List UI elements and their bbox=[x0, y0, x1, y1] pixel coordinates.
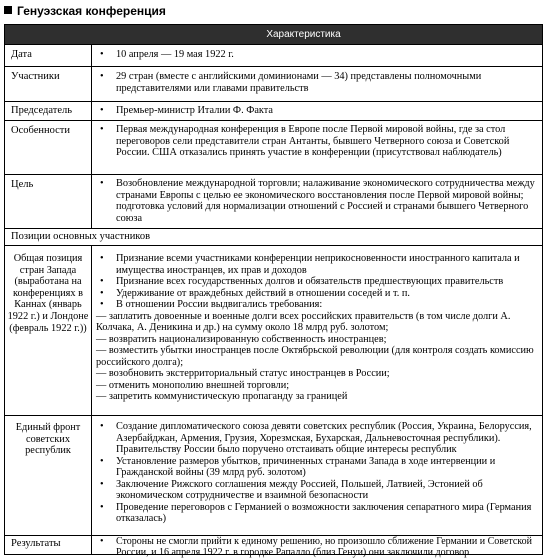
row-label-date: Дата bbox=[11, 49, 32, 60]
column-divider bbox=[91, 536, 92, 554]
demand-item: — запретить коммунистическую пропаганду за границей bbox=[96, 391, 348, 402]
column-divider bbox=[91, 67, 92, 101]
row-label-west: Общая позиция стран Запада (выработана на конференциях в Каннах (январь 1922 г.) и Лондоне (февраль 1922 г.)) bbox=[7, 253, 89, 334]
row-content-chairman bbox=[96, 105, 536, 117]
demand-item: — заплатить довоенные и военные долги всех российских правительств (в том числе долги А. Колчака, А. Деникина и др.) на сумму около 18 млрд руб. золотом; bbox=[96, 310, 511, 333]
row-content-west bbox=[96, 253, 536, 403]
list-item: • Возобновление международной торговли; налаживание экономического сотрудничества между странами Европы с целью ее экономического восстановления после Первой мировой войны; подготовка условий для нормализации отношений с Россией и странами бывшего Четверного союза bbox=[96, 178, 536, 224]
table-row-participants bbox=[5, 66, 542, 101]
row-label-soviet: Единый фронт советских республик bbox=[15, 422, 81, 457]
list-item: • Признание всех государственных долгов и обязательств предшествующих правительств bbox=[96, 276, 536, 288]
column-divider bbox=[91, 416, 92, 535]
row-content-goal bbox=[96, 178, 536, 224]
list-item: • 29 стран (вместе с английскими доминионами — 34) представлены полномочными представителями или главами правительств bbox=[96, 71, 536, 94]
table-row-results bbox=[5, 535, 542, 558]
table-row-chairman bbox=[5, 101, 542, 120]
list-item: • Удерживание от враждебных действий в отношении соседей и т. п. bbox=[96, 288, 536, 300]
table-row-date bbox=[5, 44, 542, 66]
row-label-features: Особенности bbox=[11, 125, 70, 136]
demand-item: — отменить монополию внешней торговли; bbox=[96, 379, 290, 391]
table-row-goal bbox=[5, 174, 542, 228]
table-header-label: Характеристика bbox=[266, 29, 341, 40]
column-divider bbox=[91, 246, 92, 415]
list-item: • Установление размеров убытков, причиненных странами Запада в ходе интервенции и Гражданской войны (39 млрд руб. золотом) bbox=[96, 456, 536, 479]
row-label-chairman: Председатель bbox=[11, 105, 73, 116]
list-item: • Первая международная конференция в Европе после Первой мировой войны, где за стол переговоров сели представители стран Антанты, бывшего Четверного союза и Советской России. США отказались принять участие в конференции (присутствовал наблюдатель) bbox=[96, 124, 536, 159]
list-item: • Признание всеми участниками конференции неприкосновенности иностранного капитала и имущества иностранцев, их прав и доходов bbox=[96, 253, 536, 276]
list-item: • Премьер-министр Италии Ф. Факта bbox=[96, 105, 536, 117]
row-content-date bbox=[96, 49, 536, 61]
list-item: • Создание дипломатического союза девяти советских республик (Россия, Украина, Белоруссия, Азербайджан, Армения, Грузия, Хорезмская, Бухарская, Дальневосточная республики). Правительству России было поручено отстаивать общие интересы республик bbox=[96, 421, 536, 456]
list-item: • 10 апреля — 19 мая 1922 г. bbox=[96, 49, 536, 61]
row-content-soviet bbox=[96, 421, 536, 525]
document-title bbox=[4, 3, 166, 19]
demand-item: — возместить убытки иностранцев после Октябрьской революции (для контроля создать комиссию российского долга); bbox=[96, 345, 534, 368]
conference-table bbox=[4, 24, 543, 558]
list-item: • Проведение переговоров с Германией о возможности заключения сепаратного мира (Германия отказалась) bbox=[96, 502, 536, 525]
square-bullet-icon bbox=[4, 6, 12, 14]
table-row-features bbox=[5, 120, 542, 174]
row-content-results bbox=[96, 537, 536, 558]
demand-item: — возобновить экстерриториальный статус иностранцев в России; bbox=[96, 368, 390, 379]
list-item: • Стороны не смогли прийти к единому решению, но произошло сближение Германии и Советской России, и 16 апреля 1922 г. в городке Рапалло (близ Генуи) они заключили договор bbox=[96, 537, 536, 558]
list-item: • Заключение Рижского соглашения между Россией, Польшей, Латвией, Эстонией об экономическом сотрудничестве и взаимной безопасности bbox=[96, 479, 536, 502]
table-header bbox=[5, 25, 542, 44]
column-divider bbox=[91, 102, 92, 120]
document-title-text: Генуэзская конференция bbox=[17, 4, 166, 18]
section-heading-positions: Позиции основных участников bbox=[11, 231, 151, 242]
list-item: • В отношении России выдвигались требования: bbox=[96, 299, 536, 311]
row-content-features bbox=[96, 124, 536, 159]
row-content-participants bbox=[96, 71, 536, 94]
table-row-west-position bbox=[5, 245, 542, 415]
column-divider bbox=[91, 121, 92, 174]
demand-item: — возвратить национализированную собственность иностранцев; bbox=[96, 333, 387, 345]
column-divider bbox=[91, 45, 92, 66]
column-divider bbox=[91, 175, 92, 228]
row-label-participants: Участники bbox=[11, 71, 60, 82]
row-label-results: Результаты bbox=[11, 538, 61, 549]
row-label-goal: Цель bbox=[11, 179, 34, 190]
table-row-positions-heading bbox=[5, 228, 542, 245]
table-row-soviet-front bbox=[5, 415, 542, 535]
